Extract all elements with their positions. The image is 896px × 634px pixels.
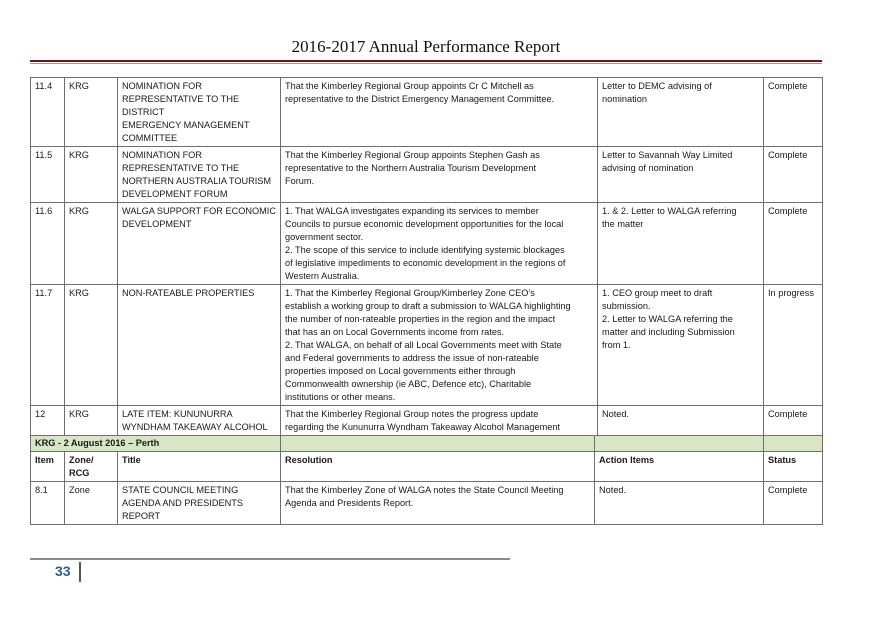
status-cell: Complete <box>764 147 823 203</box>
resolution-cell: That the Kimberley Regional Group notes the progress update regarding the Kununurra Wyndham Takeaway Alcohol Management <box>281 406 598 449</box>
table-row <box>31 203 823 285</box>
title-cell: WALGA SUPPORT FOR ECONOMIC DEVELOPMENT <box>118 203 281 285</box>
status-cell: Complete <box>764 203 823 285</box>
item-cell: 11.6 <box>31 203 65 285</box>
zone-cell: KRG <box>65 78 118 147</box>
meeting-header-cell <box>595 436 764 452</box>
column-header-row <box>31 452 823 482</box>
resolution-cell: That the Kimberley Regional Group appoints Stephen Gash as representative to the Northern Australia Tourism Development Forum. <box>281 147 598 203</box>
status-cell: Complete <box>764 78 823 147</box>
meeting-header-row <box>31 436 823 452</box>
zone-cell: KRG <box>65 285 118 406</box>
title-cell: NON-RATEABLE PROPERTIES <box>118 285 281 406</box>
title-cell: LATE ITEM: KUNUNURRA WYNDHAM TAKEAWAY ALCOHOL <box>118 406 281 449</box>
meeting-header-cell <box>281 436 595 452</box>
item-cell: 8.1 <box>31 482 65 525</box>
footer-rule <box>30 558 510 560</box>
status-cell: In progress <box>764 285 823 406</box>
resolution-cell: That the Kimberley Regional Group appoints Cr C Mitchell as representative to the District Emergency Management Committee. <box>281 78 598 147</box>
header-resolution: Resolution <box>281 452 595 482</box>
table-row <box>31 78 823 147</box>
status-cell: Complete <box>764 406 823 449</box>
resolution-cell: 1. That the Kimberley Regional Group/Kimberley Zone CEO’s establish a working group to draft a submission to WALGA highlighting the number of non-rateable properties in the region and the impact that has an on Local Governments income from rates. 2. That WALGA, on behalf of all Local Governments meet with State and Federal governments to address the issue of non-rateable properties imposed on Local governments either through Commonwealth ownership (ie ABC, Defence etc), Charitable institutions or other means. <box>281 285 598 406</box>
title-rule <box>30 60 822 62</box>
title-cell: NOMINATION FOR REPRESENTATIVE TO THE DISTRICT EMERGENCY MANAGEMENT COMMITTEE <box>118 78 281 147</box>
item-cell: 11.4 <box>31 78 65 147</box>
status-cell: Complete <box>764 482 823 525</box>
resolution-cell: 1. That WALGA investigates expanding its services to member Councils to pursue economic development opportunities for the local government sector. 2. The scope of this service to include identifying systemic blockages of legislative impediments to economic development in the regions of Western Australia. <box>281 203 598 285</box>
item-cell: 12 <box>31 406 65 449</box>
header-status: Status <box>764 452 823 482</box>
table-row <box>31 147 823 203</box>
zone-cell: KRG <box>65 203 118 285</box>
item-cell: 11.7 <box>31 285 65 406</box>
header-title: Title <box>118 452 281 482</box>
action-cell: Letter to DEMC advising of nomination <box>598 78 764 147</box>
header-item: Item <box>31 452 65 482</box>
header-zone: Zone/ RCG <box>65 452 118 482</box>
title-cell: NOMINATION FOR REPRESENTATIVE TO THE NORTHERN AUSTRALIA TOURISM DEVELOPMENT FORUM <box>118 147 281 203</box>
action-cell: 1. & 2. Letter to WALGA referring the matter <box>598 203 764 285</box>
action-cell: Letter to Savannah Way Limited advising of nomination <box>598 147 764 203</box>
page-number: 33 <box>55 563 71 579</box>
title-rule-secondary <box>30 63 822 64</box>
title-cell: STATE COUNCIL MEETING AGENDA AND PRESIDENTS REPORT <box>118 482 281 525</box>
meeting-title: KRG - 2 August 2016 – Perth <box>31 436 281 452</box>
table-row <box>31 285 823 406</box>
zone-cell: Zone <box>65 482 118 525</box>
resolutions-table <box>30 77 823 449</box>
action-cell: Noted. <box>598 406 764 449</box>
header-action-items: Action Items <box>595 452 764 482</box>
meeting-header-cell <box>764 436 823 452</box>
resolution-cell: That the Kimberley Zone of WALGA notes the State Council Meeting Agenda and Presidents Report. <box>281 482 595 525</box>
page-title: 2016-2017 Annual Performance Report <box>291 37 561 56</box>
table-row <box>31 482 823 525</box>
zone-cell: KRG <box>65 406 118 449</box>
meeting-table <box>30 435 823 525</box>
action-cell: Noted. <box>595 482 764 525</box>
page-number-divider <box>79 562 81 582</box>
zone-cell: KRG <box>65 147 118 203</box>
action-cell: 1. CEO group meet to draft submission. 2. Letter to WALGA referring the matter and including Submission from 1. <box>598 285 764 406</box>
item-cell: 11.5 <box>31 147 65 203</box>
